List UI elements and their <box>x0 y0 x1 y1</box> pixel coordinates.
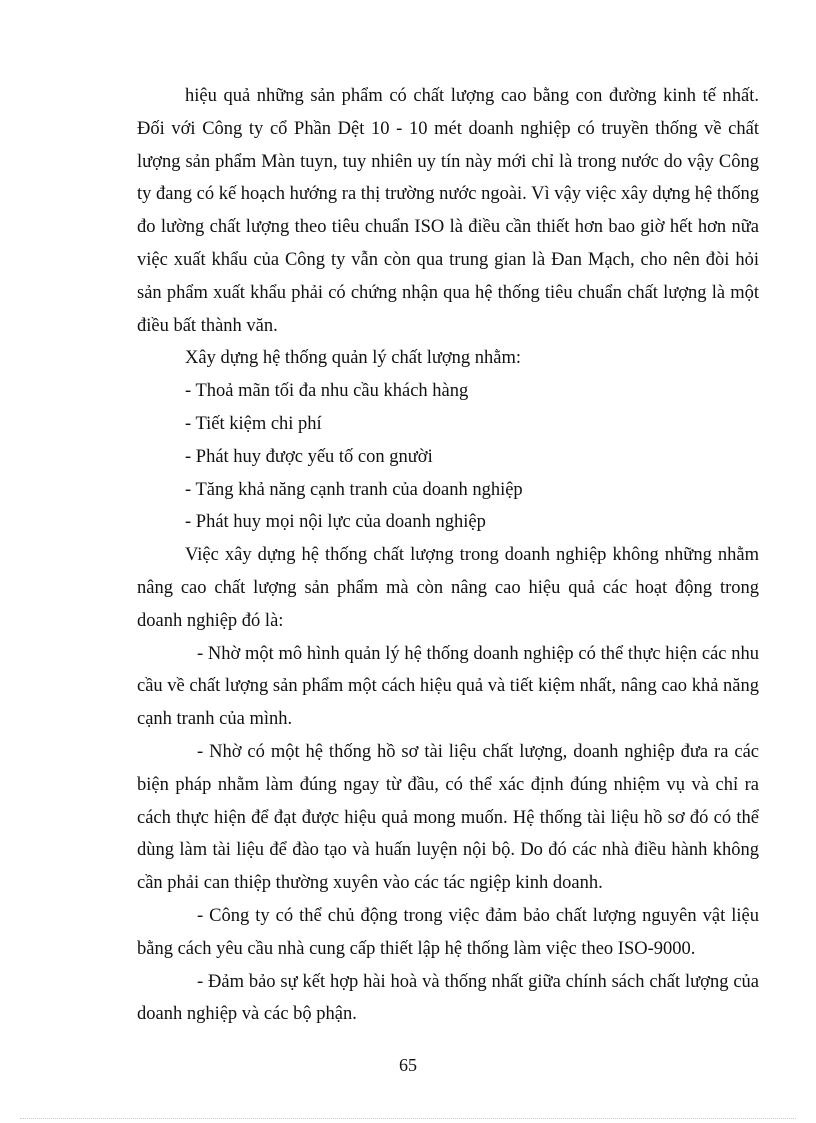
paragraph-benefit: - Đảm bảo sự kết hợp hài hoà và thống nhất giữa chính sách chất lượng của doanh nghiệp và các bộ phận. <box>137 971 759 1025</box>
list-item: - Thoả mãn tối đa nhu cầu khách hàng <box>185 381 469 402</box>
body-text <box>137 80 759 1031</box>
paragraph-goals-heading: Xây dựng hệ thống quản lý chất lượng nhằm: <box>185 348 522 369</box>
paragraph-benefit: - Công ty có thể chủ động trong việc đảm bảo chất lượng nguyên vật liệu bằng cách yêu cầu nhà cung cấp thiết lập hệ thống làm việc theo ISO-9000. <box>137 905 759 959</box>
page-number: 65 <box>399 1055 417 1075</box>
paragraph-benefit: - Nhờ có một hệ thống hồ sơ tài liệu chất lượng, doanh nghiệp đưa ra các biện pháp nhằm làm đúng ngay từ đầu, có thể xác định đúng nhiệm vụ và chỉ ra cách thực hiện để đạt được hiệu quả mong muốn. Hệ thống tài liệu hồ sơ đó có thể dùng làm tài liệu để đào tạo và huấn luyện nội bộ. Do đó các nhà điều hành không cần phải can thiệp thường xuyên vào các tác ngiệp kinh doanh. <box>137 741 759 894</box>
list-item: - Tăng khả năng cạnh tranh của doanh nghiệp <box>185 479 523 500</box>
list-item: - Phát huy mọi nội lực của doanh nghiệp <box>185 512 486 533</box>
paragraph-intro: hiệu quả những sản phẩm có chất lượng cao bằng con đường kinh tế nhất. Đối với Công ty cổ Phần Dệt 10 - 10 mét doanh nghiệp có truyền thống về chất lượng sản phẩm Màn tuyn, tuy nhiên uy tín này mới chỉ là trong nước do vậy Công ty đang có kế hoạch hướng ra thị trường nước ngoài. Vì vậy việc xây dựng hệ thống đo lường chất lượng theo tiêu chuẩn ISO là điều cần thiết hơn bao giờ hết hơn nữa việc xuất khẩu của Công ty vẫn còn qua trung gian là Đan Mạch, cho nên đòi hỏi sản phẩm xuất khẩu phải có chứng nhận qua hệ thống tiêu chuẩn chất lượng là một điều bất thành văn. <box>137 86 759 336</box>
list-item: - Phát huy được yếu tố con gnười <box>185 446 433 467</box>
paragraph-benefits-intro: Việc xây dựng hệ thống chất lượng trong doanh nghiệp không những nhằm nâng cao chất lượng sản phẩm mà còn nâng cao hiệu quả các hoạt động trong doanh nghiệp đó là: <box>137 545 759 631</box>
paragraph-benefit: - Nhờ một mô hình quản lý hệ thống doanh nghiệp có thể thực hiện các nhu cầu về chất lượng sản phẩm một cách hiệu quả và tiết kiệm nhất, nâng cao khả năng cạnh tranh của mình. <box>137 643 759 730</box>
list-item: - Tiết kiệm chi phí <box>185 413 322 434</box>
footer-divider <box>20 1118 796 1119</box>
